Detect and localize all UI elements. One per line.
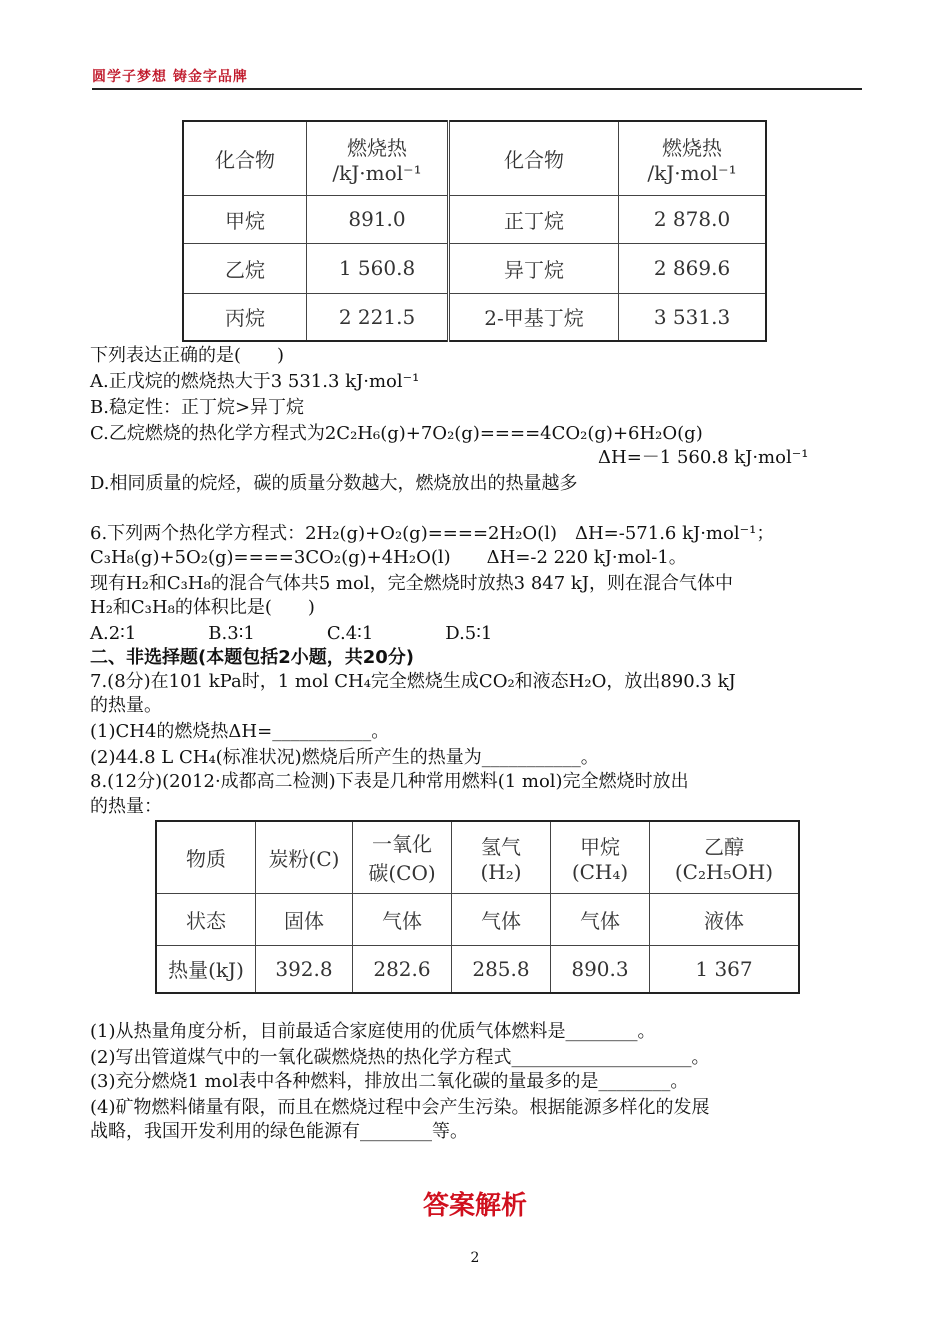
table-cell: 2 878.0 xyxy=(619,195,767,243)
table-cell: 891.0 xyxy=(307,195,449,243)
table-cell: 气体 xyxy=(452,893,551,945)
t2-h-ch4: 甲烷 (CH₄) xyxy=(551,821,650,893)
table-cell: 固体 xyxy=(256,893,353,945)
q8-sub-1: (1)从热量角度分析，目前最适合家庭使用的优质气体燃料是________。 xyxy=(90,1021,656,1042)
q6-options: A.2∶1 B.3∶1 C.4∶1 D.5∶1 xyxy=(90,623,493,644)
q5-option-c: C.乙烷燃烧的热化学方程式为2C₂H₆(g)+7O₂(g)====4CO₂(g)+6H₂O(g) xyxy=(90,423,703,444)
page-number: 2 xyxy=(470,1250,480,1266)
q8-line-2: 的热量： xyxy=(90,796,162,817)
q6-line-4: H₂和C₃H₈的体积比是( ) xyxy=(90,597,315,618)
fuel-heat-table xyxy=(155,820,800,994)
table-cell: 液体 xyxy=(650,893,800,945)
table-cell: 2-甲基丁烷 xyxy=(449,293,619,341)
table-cell: 282.6 xyxy=(353,945,452,993)
table-cell: 890.3 xyxy=(551,945,650,993)
t1-h-compound: 化合物 xyxy=(183,121,307,195)
answer-title: 答案解析 xyxy=(422,1191,527,1221)
header-rule xyxy=(92,88,862,90)
q7-line-1: 7.(8分)在101 kPa时，1 mol CH₄完全燃烧生成CO₂和液态H₂O，放出890.3 kJ xyxy=(90,671,736,692)
t2-h-substance: 物质 xyxy=(156,821,256,893)
t2-h-co: 一氧化 碳(CO) xyxy=(353,821,452,893)
table-cell: 2 869.6 xyxy=(619,243,767,293)
t2-h-ethanol: 乙醇 (C₂H₅OH) xyxy=(650,821,800,893)
q6-line-3: 现有H₂和C₃H₈的混合气体共5 mol，完全燃烧时放热3 847 kJ，则在混合气体中 xyxy=(90,573,734,594)
t1-h-heat: 燃烧热 /kJ·mol⁻¹ xyxy=(307,121,449,195)
q7-sub-2: (2)44.8 L CH₄(标准状况)燃烧后所产生的热量为___________。 xyxy=(90,747,599,768)
q7-sub-1: (1)CH4的燃烧热ΔH=___________。 xyxy=(90,721,390,742)
table-cell: 392.8 xyxy=(256,945,353,993)
table-cell: 甲烷 xyxy=(183,195,307,243)
q5-option-a: A.正戊烷的燃烧热大于3 531.3 kJ·mol⁻¹ xyxy=(90,371,420,392)
table-cell: 正丁烷 xyxy=(449,195,619,243)
q5-option-c-dh: ΔH=－1 560.8 kJ·mol⁻¹ xyxy=(598,447,809,468)
table-cell: 异丁烷 xyxy=(449,243,619,293)
t2-h-carbon: 炭粉(C) xyxy=(256,821,353,893)
q5-stem: 下列表达正确的是( ) xyxy=(90,345,285,366)
table-cell: 状态 xyxy=(156,893,256,945)
q5-option-b: B.稳定性：正丁烷>异丁烷 xyxy=(90,397,305,418)
table-cell: 1 560.8 xyxy=(307,243,449,293)
q5-option-d: D.相同质量的烷烃，碳的质量分数越大，燃烧放出的热量越多 xyxy=(90,473,578,494)
table-cell: 2 221.5 xyxy=(307,293,449,341)
table-cell: 丙烷 xyxy=(183,293,307,341)
table-cell: 气体 xyxy=(551,893,650,945)
table-cell: 热量(kJ) xyxy=(156,945,256,993)
q6-line-1: 6.下列两个热化学方程式：2H₂(g)+O₂(g)====2H₂O(l) ΔH=-571.6 kJ·mol⁻¹； xyxy=(90,523,775,544)
q8-sub-4-cont: 战略，我国开发利用的绿色能源有________等。 xyxy=(90,1121,468,1142)
table-cell: 气体 xyxy=(353,893,452,945)
q7-line-2: 的热量。 xyxy=(90,695,162,716)
q6-line-2: C₃H₈(g)+5O₂(g)====3CO₂(g)+4H₂O(l) ΔH=-2 220 kJ·mol-1。 xyxy=(90,547,687,568)
q8-sub-2: (2)写出管道煤气中的一氧化碳燃烧热的热化学方程式____________________。 xyxy=(90,1047,710,1068)
combustion-heat-table xyxy=(182,120,767,342)
table-cell: 3 531.3 xyxy=(619,293,767,341)
q8-sub-3: (3)充分燃烧1 mol表中各种燃料，排放出二氧化碳的量最多的是________。 xyxy=(90,1071,689,1092)
table-cell: 乙烷 xyxy=(183,243,307,293)
section-title: 二、非选择题(本题包括2小题，共20分) xyxy=(90,647,415,668)
t2-h-h2: 氢气 (H₂) xyxy=(452,821,551,893)
t1-h-compound-2: 化合物 xyxy=(449,121,619,195)
t1-h-heat-2: 燃烧热 /kJ·mol⁻¹ xyxy=(619,121,767,195)
table-cell: 1 367 xyxy=(650,945,800,993)
q8-line-1: 8.(12分)(2012·成都高二检测)下表是几种常用燃料(1 mol)完全燃烧时放出 xyxy=(90,771,689,792)
q8-sub-4: (4)矿物燃料储量有限，而且在燃烧过程中会产生污染。根据能源多样化的发展 xyxy=(90,1097,710,1118)
table-cell: 285.8 xyxy=(452,945,551,993)
header-slogan: 圆学子梦想 铸金字品牌 xyxy=(92,69,248,85)
